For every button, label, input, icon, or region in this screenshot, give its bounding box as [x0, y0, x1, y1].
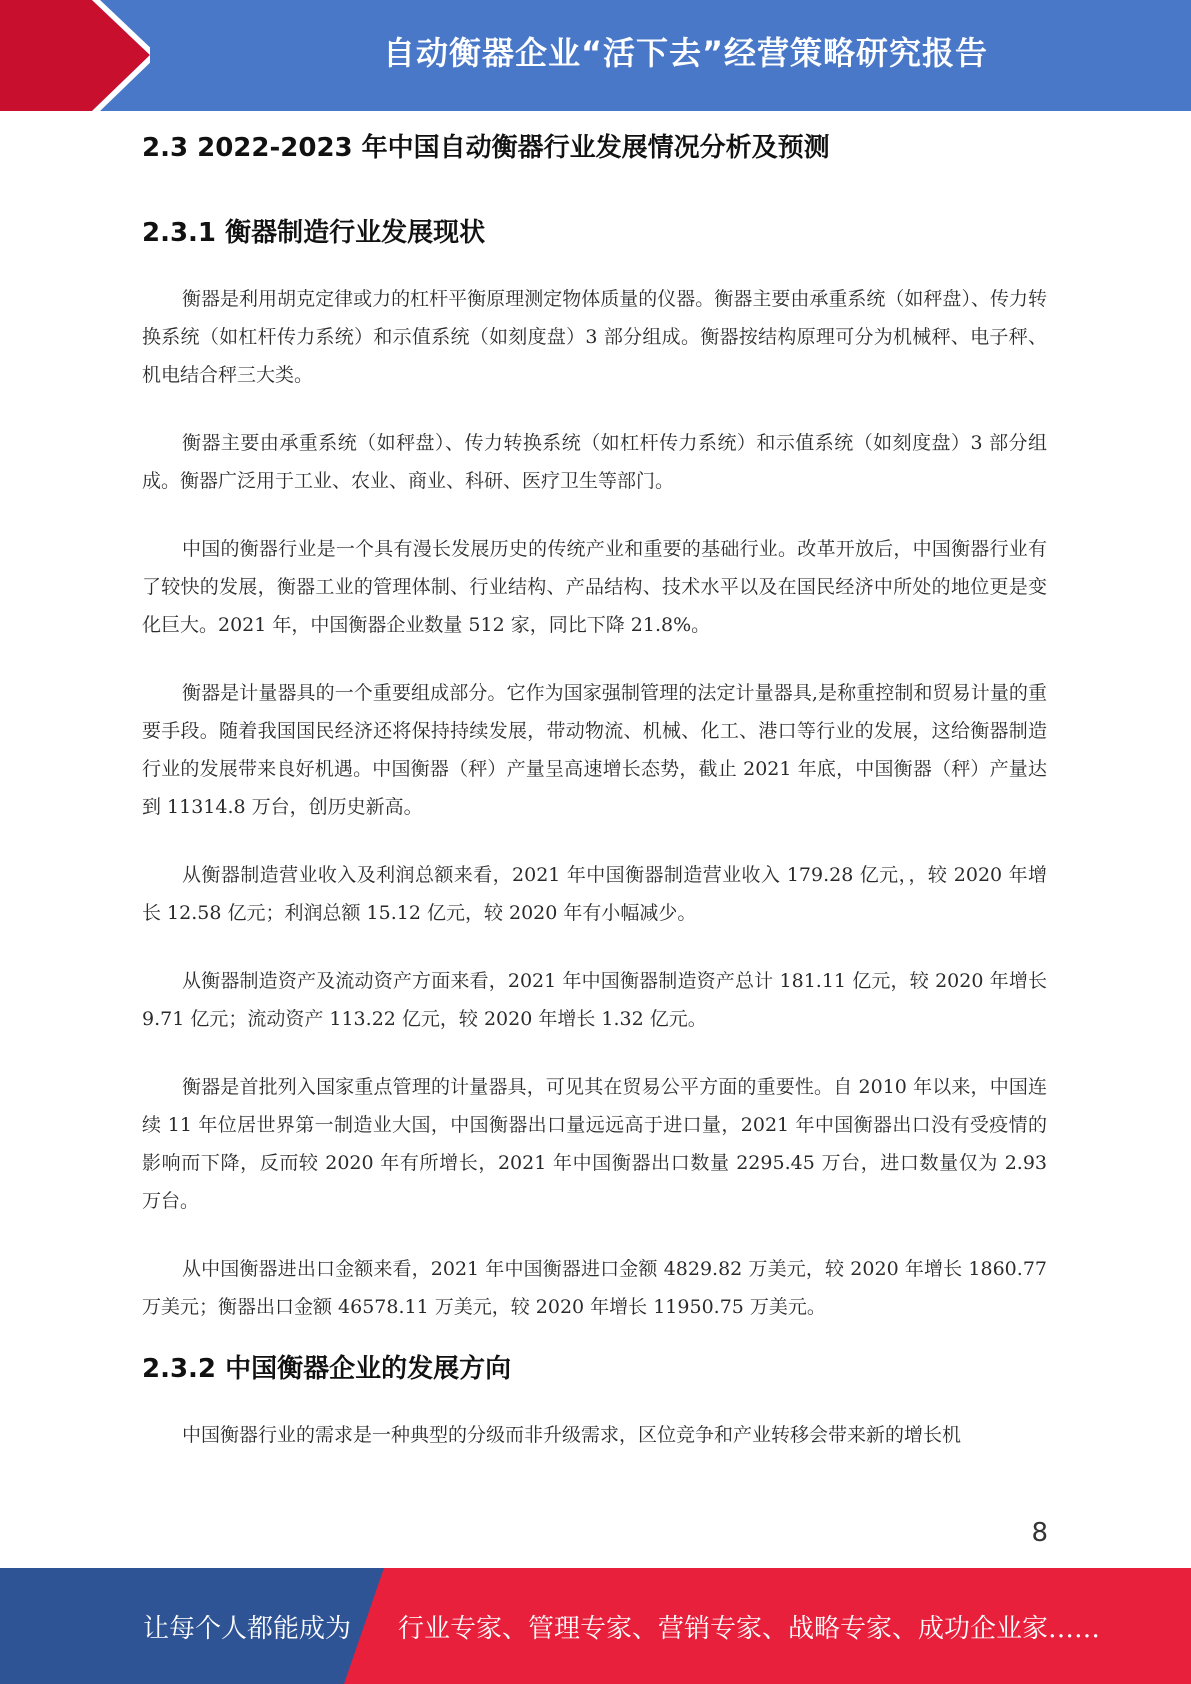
- paragraph: 中国衡器行业的需求是一种典型的分级而非升级需求，区位竞争和产业转移会带来新的增长机: [182, 1424, 962, 1446]
- section-heading: 2.3 2022-2023 年中国自动衡器行业发展情况分析及预测: [142, 133, 830, 163]
- report-title: 自动衡器企业“活下去”经营策略研究报告: [382, 33, 989, 72]
- paragraph: 衡器是计量器具的一个重要组成部分。它作为国家强制管理的法定计量器具,是称重控制和贸易计量的重要手段。随着我国国民经济还将保持持续发展，带动物流、机械、化工、港口等行业的发展，这给衡器制造行业的发展带来良好机遇。中国衡器（秤）产量呈高速增长态势，截止 2021 年底，中国衡器（秤）产量达到 11314.8 万台，创历史新高。: [142, 682, 1047, 818]
- footer-slogan-right: 行业专家、管理专家、营销专家、战略专家、成功企业家……: [398, 1613, 1101, 1644]
- paragraph: 从衡器制造营业收入及利润总额来看，2021 年中国衡器制造营业收入 179.28 亿元，，较 2020 年增长 12.58 亿元；利润总额 15.12 亿元，较 2020 年有小幅减少。: [142, 864, 1047, 924]
- subsection-heading-1: 2.3.1 衡器制造行业发展现状: [142, 218, 486, 248]
- paragraph: 从中国衡器进出口金额来看，2021 年中国衡器进口金额 4829.82 万美元，较 2020 年增长 1860.77 万美元；衡器出口金额 46578.11 万美元，较 2020 年增长 11950.75 万美元。: [142, 1258, 1047, 1318]
- page-number: 8: [1031, 1518, 1048, 1548]
- paragraph: 衡器主要由承重系统（如秤盘）、传力转换系统（如杠杆传力系统）和示值系统（如刻度盘）3 部分组成。衡器广泛用于工业、农业、商业、科研、医疗卫生等部门。: [142, 432, 1047, 492]
- paragraph: 中国的衡器行业是一个具有漫长发展历史的传统产业和重要的基础行业。改革开放后，中国衡器行业有了较快的发展，衡器工业的管理体制、行业结构、产品结构、技术水平以及在国民经济中所处的地位更是变化巨大。2021 年，中国衡器企业数量 512 家，同比下降 21.8%。: [142, 538, 1047, 636]
- subsection-heading-2: 2.3.2 中国衡器企业的发展方向: [142, 1354, 512, 1384]
- footer-band: [0, 1568, 1191, 1684]
- header-arrow-decoration: [0, 0, 150, 111]
- paragraph: 衡器是首批列入国家重点管理的计量器具，可见其在贸易公平方面的重要性。自 2010 年以来，中国连续 11 年位居世界第一制造业大国，中国衡器出口量远远高于进口量，2021 年中国衡器出口没有受疫情的影响而下降，反而较 2020 年有所增长，2021 年中国衡器出口数量 2295.45 万台，进口数量仅为 2.93 万台。: [142, 1076, 1047, 1212]
- page-content: [142, 118, 1047, 1454]
- header-band: [0, 0, 1191, 111]
- paragraph: 衡器是利用胡克定律或力的杠杆平衡原理测定物体质量的仪器。衡器主要由承重系统（如秤盘）、传力转换系统（如杠杆传力系统）和示值系统（如刻度盘）3 部分组成。衡器按结构原理可分为机械秤、电子秤、机电结合秤三大类。: [142, 288, 1047, 386]
- footer-slogan-left: 让每个人都能成为: [143, 1613, 352, 1644]
- paragraph: 从衡器制造资产及流动资产方面来看，2021 年中国衡器制造资产总计 181.11 亿元，较 2020 年增长 9.71 亿元；流动资产 113.22 亿元，较 2020 年增长 1.32 亿元。: [142, 970, 1047, 1030]
